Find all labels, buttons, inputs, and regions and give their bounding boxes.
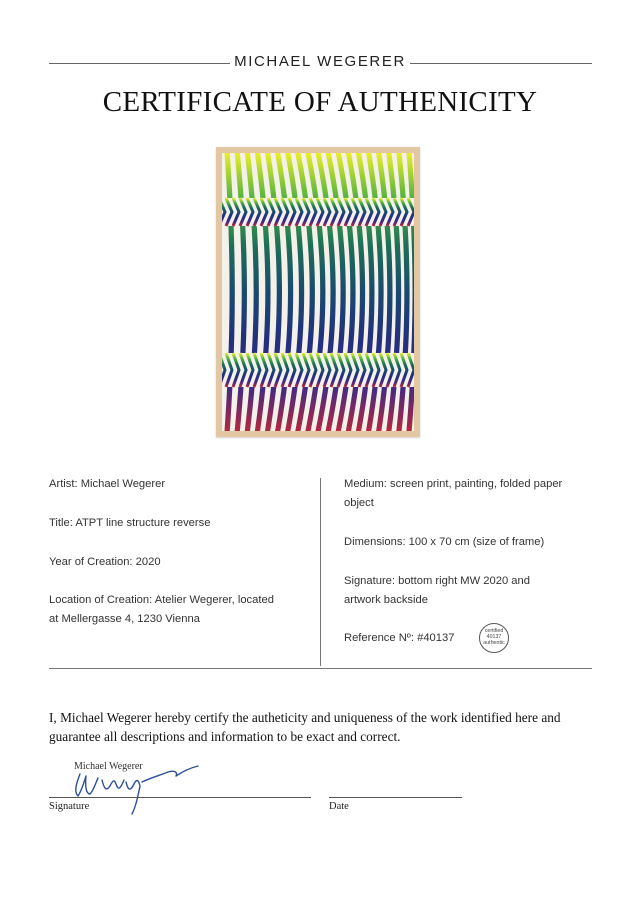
date-label: Date — [329, 801, 349, 812]
signature-detail-line2: artwork backside — [344, 594, 428, 606]
reference-number: Reference Nº: #40137 — [344, 632, 455, 644]
signature-line — [49, 797, 311, 798]
stamp-line1: certified — [484, 628, 504, 634]
signature-label: Signature — [49, 801, 90, 812]
stamp-line3: authentic — [483, 640, 505, 646]
year-detail: Year of Creation: 2020 — [49, 556, 161, 568]
location-detail-line1: Location of Creation: Atelier Wegerer, located — [49, 594, 274, 606]
column-divider — [320, 478, 321, 666]
artist-detail: Artist: Michael Wegerer — [49, 478, 166, 490]
header-rule-right — [410, 63, 592, 64]
medium-detail-line2: object — [344, 497, 374, 509]
dimensions-detail: Dimensions: 100 x 70 cm (size of frame) — [344, 536, 545, 548]
artwork-image-svg — [222, 153, 414, 431]
signature-detail-line1: Signature: bottom right MW 2020 and — [344, 575, 530, 587]
certification-statement: I, Michael Wegerer hereby certify the autheticity and uniqueness of the work identified here and guarantee all descriptions and information to be exact and correct. — [49, 710, 561, 744]
artwork-image — [216, 147, 420, 437]
certified-stamp-icon — [479, 623, 509, 653]
certificate-title: CERTIFICATE OF AUTHENICITY — [102, 86, 538, 118]
stamp-line2: 40137 — [486, 634, 502, 640]
artist-name-heading: MICHAEL WEGERER — [234, 53, 406, 70]
signature-name-script: Michael Wegerer — [74, 761, 143, 772]
date-line — [329, 797, 462, 798]
title-detail: Title: ATPT line structure reverse — [49, 517, 211, 529]
medium-detail-line1: Medium: screen print, painting, folded paper — [344, 478, 563, 490]
location-detail-line2: at Mellergasse 4, 1230 Vienna — [49, 613, 200, 625]
section-divider — [49, 668, 592, 669]
